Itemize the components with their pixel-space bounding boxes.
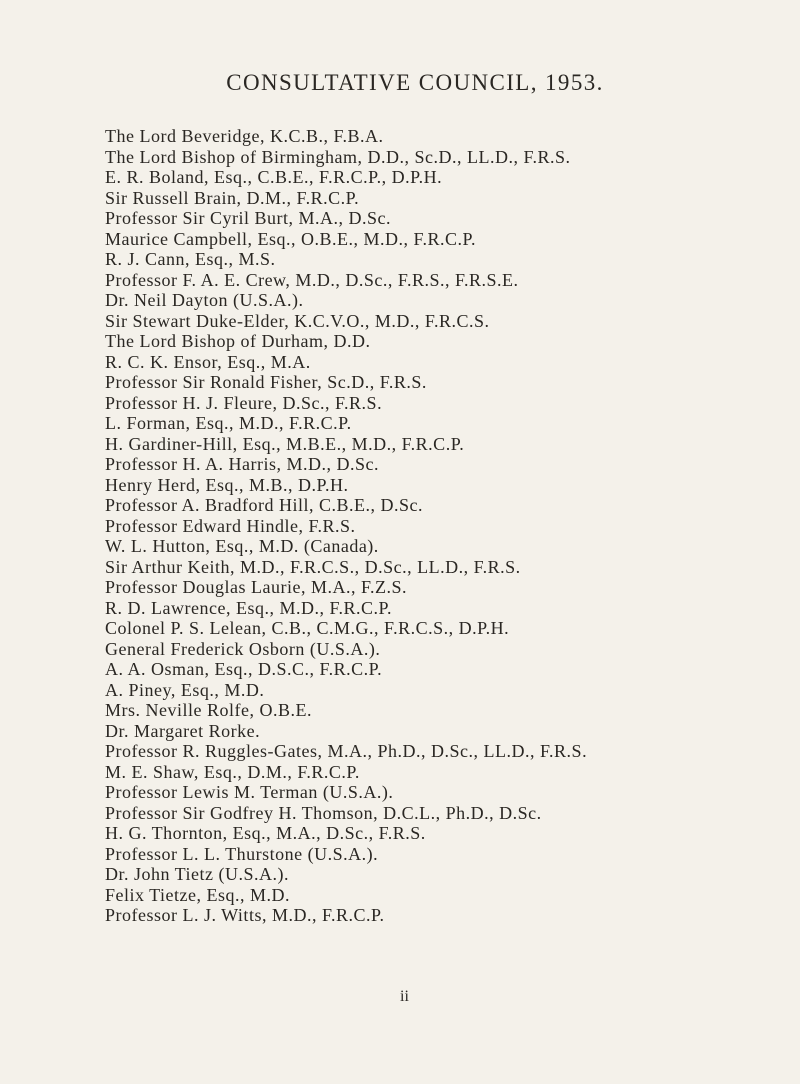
member-entry: Mrs. Neville Rolfe, O.B.E.: [105, 700, 312, 720]
member-entry: Professor R. Ruggles-Gates, M.A., Ph.D., D.Sc., LL.D., F.R.S.: [105, 741, 588, 761]
member-entry: Sir Arthur Keith, M.D., F.R.C.S., D.Sc., LL.D., F.R.S.: [105, 556, 521, 577]
member-entry: R. J. Cann, Esq., M.S.: [105, 249, 276, 269]
member-entry: Colonel P. S. Lelean, C.B., C.M.G., F.R.C.S., D.P.H.: [105, 618, 510, 638]
member-entry: Professor Lewis M. Terman (U.S.A.).: [105, 782, 394, 802]
member-entry: Professor Sir Ronald Fisher, Sc.D., F.R.S.: [105, 372, 427, 392]
member-entry: Professor H. J. Fleure, D.Sc., F.R.S.: [105, 392, 383, 413]
member-entry: The Lord Bishop of Durham, D.D.: [105, 331, 371, 351]
member-entry: A. A. Osman, Esq., D.S.C., F.R.C.P.: [105, 659, 383, 679]
member-entry: The Lord Beveridge, K.C.B., F.B.A.: [105, 126, 384, 146]
member-entry: R. C. K. Ensor, Esq., M.A.: [105, 351, 311, 372]
member-entry: Sir Russell Brain, D.M., F.R.C.P.: [105, 187, 360, 208]
member-entry: Professor L. J. Witts, M.D., F.R.C.P.: [105, 905, 385, 925]
member-entry: The Lord Bishop of Birmingham, D.D., Sc.D., LL.D., F.R.S.: [105, 146, 571, 167]
member-entry: W. L. Hutton, Esq., M.D. (Canada).: [105, 536, 379, 556]
member-entry: Professor L. L. Thurstone (U.S.A.).: [105, 843, 379, 864]
member-entry: General Frederick Osborn (U.S.A.).: [105, 638, 381, 659]
member-entry: Professor Sir Godfrey H. Thomson, D.C.L., Ph.D., D.Sc.: [105, 802, 542, 823]
member-entry: Professor F. A. E. Crew, M.D., D.Sc., F.R.S., F.R.S.E.: [105, 269, 519, 290]
member-entry: Maurice Campbell, Esq., O.B.E., M.D., F.R.C.P.: [105, 228, 477, 249]
member-entry: Professor Douglas Laurie, M.A., F.Z.S.: [105, 577, 408, 597]
member-entry: M. E. Shaw, Esq., D.M., F.R.C.P.: [105, 761, 360, 782]
member-entry: R. D. Lawrence, Esq., M.D., F.R.C.P.: [105, 597, 393, 618]
member-entry: Dr. Margaret Rorke.: [105, 720, 261, 741]
member-entry: Professor A. Bradford Hill, C.B.E., D.Sc.: [105, 495, 423, 515]
page-title: CONSULTATIVE COUNCIL, 1953.: [226, 70, 604, 95]
member-entry: Dr. John Tietz (U.S.A.).: [105, 864, 290, 884]
member-list: [105, 126, 587, 926]
member-entry: Henry Herd, Esq., M.B., D.P.H.: [105, 474, 349, 495]
member-entry: Felix Tietze, Esq., M.D.: [105, 884, 291, 905]
member-entry: Professor Edward Hindle, F.R.S.: [105, 515, 356, 536]
member-entry: Professor Sir Cyril Burt, M.A., D.Sc.: [105, 208, 392, 228]
member-entry: H. Gardiner-Hill, Esq., M.B.E., M.D., F.R.C.P.: [105, 433, 465, 454]
member-entry: Sir Stewart Duke-Elder, K.C.V.O., M.D., F.R.C.S.: [105, 310, 490, 331]
member-entry: E. R. Boland, Esq., C.B.E., F.R.C.P., D.P.H.: [105, 167, 443, 187]
member-entry: A. Piney, Esq., M.D.: [105, 679, 265, 700]
member-entry: Dr. Neil Dayton (U.S.A.).: [105, 290, 304, 310]
member-entry: H. G. Thornton, Esq., M.A., D.Sc., F.R.S.: [105, 823, 426, 843]
member-entry: Professor H. A. Harris, M.D., D.Sc.: [105, 454, 379, 474]
member-entry: L. Forman, Esq., M.D., F.R.C.P.: [105, 413, 352, 433]
page-number: ii: [400, 988, 409, 1005]
